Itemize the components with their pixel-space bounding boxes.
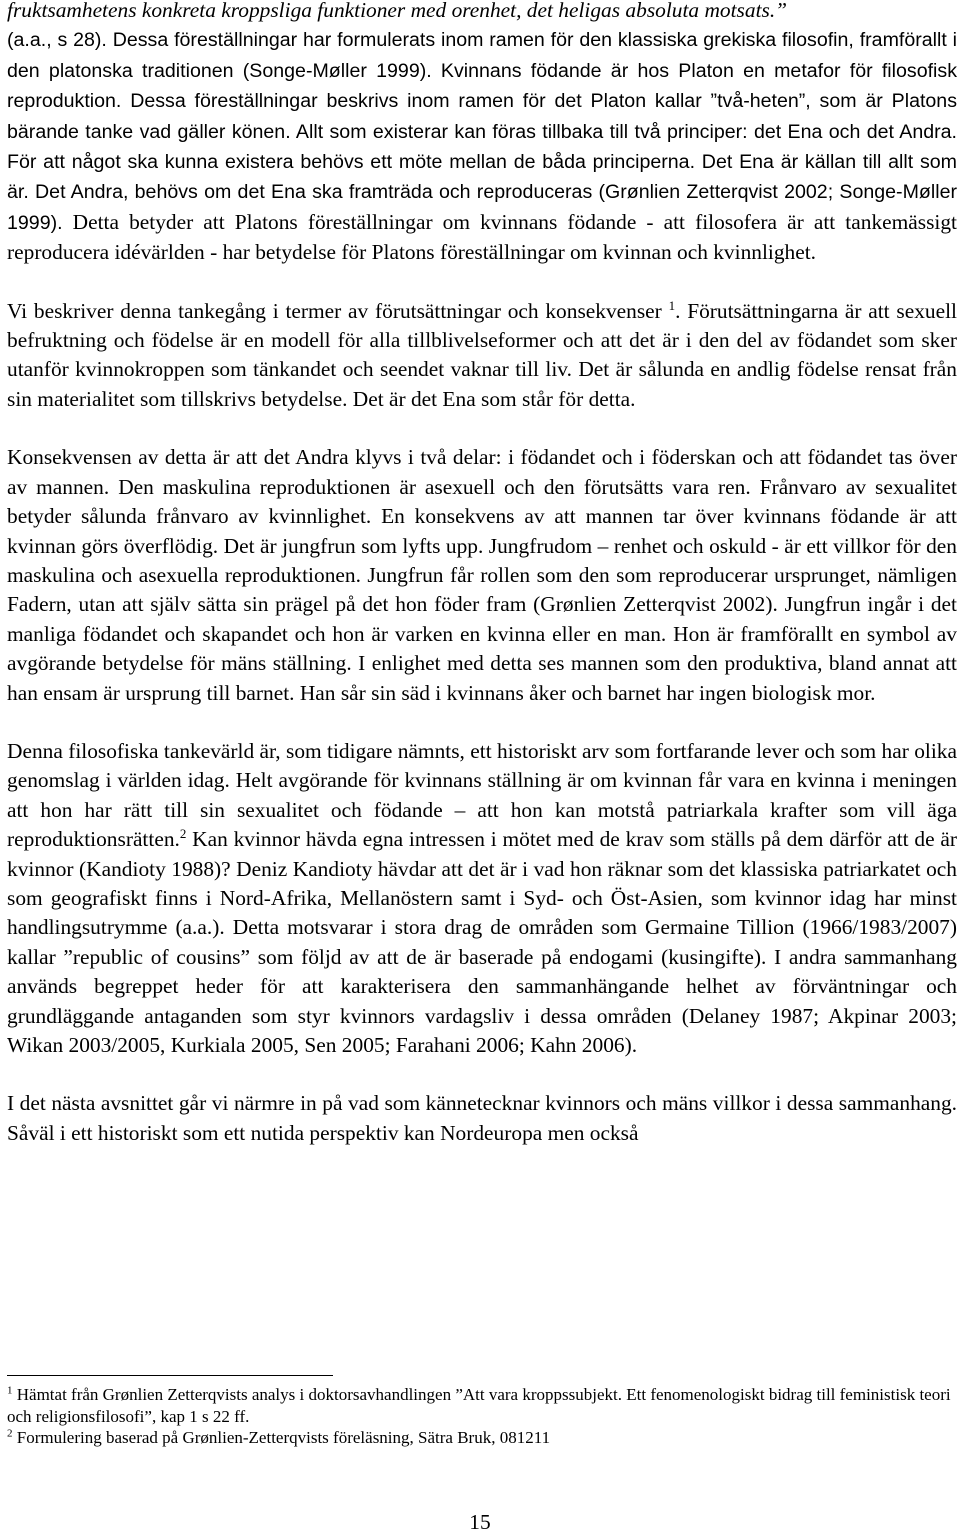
footnote-ref-2[interactable]: 2 [179,826,187,842]
document-body [7,0,957,1148]
page-number: 15 [469,1510,491,1534]
italic-quote-end: fruktsamhetens konkreta kroppsliga funktioner med orenhet, det heligas absoluta motsats.” [7,0,788,22]
paragraph-5: I det nästa avsnittet går vi närmre in på vad som kännetecknar kvinnors och mäns villkor i dessa sammanhang. Såväl i ett historiskt som ett nutida perspektiv kan Nordeuropa men också [7,1091,957,1145]
sans-text-run: (a.a., s 28). Dessa föreställningar har formulerats inom ramen för den klassiska grekiska filosofin, framförallt i den platonska traditionen (Songe-Møller 1999). Kvinnans födande är hos Platon en metafor för filosofisk reproduktion. Dessa föreställningar beskrivs inom ramen för det Platon kallar ”två-heten”, som är Platons bärande tanke vad gäller könen. Allt som existerar kan föras tillbaka till två principer: det Ena och det Andra. För att något ska kunna existera behövs ett möte mellan de båda principerna. Det Ena är källan till allt som är. Det Andra, behövs om det Ena ska framträda och reproduceras (Grønlien Zetterqvist 2002; Songe-Møller 1999). [7,29,957,234]
paragraph-1 [7,0,957,268]
footnote-2: $^2$ Formulering baserad på Grønlien-Zetterqvists föreläsning, Sätra Bruk, 081211 [7,1427,551,1447]
paragraph-4: Denna filosofiska tankevärld är, som tidigare nämnts, ett historiskt arv som fortfarande lever och som har olika genomslag i världen idag. Helt avgörande för kvinnans ställning är om kvinnan får vara en kvinna i meningen att hon har rätt till sin sexualitet och födande – att hon kan motstå patriarkala krafter som vill äga reproduktionsrätten.$^2$ Kan kvinnor hävda egna intressen i mötet med de krav som ställs på dem därför att de är kvinnor (Kandioty 1988)? Deniz Kandioty hävdar att det är i vad hon räknar som det klassiska patriarkatet och som geografiskt finns i Nord-Afrika, Mellanöstern samt i Syd- och Öst-Asien, som kvinnor idag har minst handlingsutrymme (a.a.). Detta motsvarar i stora drag de områden som Germaine Tillion (1966/1983/2007) kallar ”republic of cousins” som följd av att de är baserade på endogami (kusingifte). I andra sammanhang används begreppet heder för att karakterisera den sammanhängande helhet av förväntningar och grundläggande antaganden som styr kvinnors vardagsliv i dessa områden (Delaney 1987; Akpinar 2003; Wikan 2003/2005, Kurkiala 2005, Sen 2005; Farahani 2006; Kahn 2006). [7,738,957,1057]
paragraph-3: Konsekvensen av detta är att det Andra klyvs i två delar: i födandet och i föderskan och att födandet tas över av mannen. Den maskulina reproduktionen är asexuell och den förutsätts vara ren. Frånvaro av sexualitet betyder sålunda frånvaro av kvinnlighet. En konsekvens av att mannen tar över kvinnans födande är att kvinnan görs överflödig. Det är jungfrun som lyfts upp. Jungfrudom – renhet och oskuld - är ett villkor för den maskulina och asexuella reproduktionen. Jungfrun får rollen som den som reproducerar ursprunget, nämligen Fadern, utan att själv sätta sin prägel på det hon föder fram (Grønlien Zetterqvist 2002). Jungfrun ingår i det manliga födandet och skapandet och hon är varken en kvinna eller en man. Hon är framförallt en symbol av avgörande betydelse för mäns ställning. I enlighet med detta ses mannen som den produktiva, bland annat att han ensam är ursprung till barnet. Han sår sin säd i kvinnans åker och barnet har ingen biologisk mor. [7,445,957,705]
footnote-divider [7,1375,333,1376]
footnote-1: $^1$ Hämtat från Grønlien Zetterqvists analys i doktorsavhandlingen ”Att vara kroppssubjekt. Ett fenomenologiskt bidrag till feministisk teori och religionsfilosofi”, kap 1 s 22 ff. [7,1384,951,1426]
footnotes [7,1384,957,1449]
paragraph-2: Vi beskriver denna tankegång i termer av förutsättningar och konsekvenser $^1$. Förutsättningarna är att sexuell befruktning och födelse är en modell för alla tillblivelseformer och att det är i den del av födandet som sker utanför kvinnokroppen som tänkandet och seendet vaknar till liv. Det är sålunda en andlig födelse rensat från sin materialitet som tillskrivs betydelse. Det är det Ena som står för detta. [7,297,957,411]
serif-text-run: Detta betyder att Platons föreställningar om kvinnans födande - att filosofera är att tankemässigt reproducera idévärlden - har betydelse för Platons föreställningar om kvinnan och kvinnlighet. [7,209,957,265]
footnote-ref-1[interactable]: 1 [668,297,676,313]
